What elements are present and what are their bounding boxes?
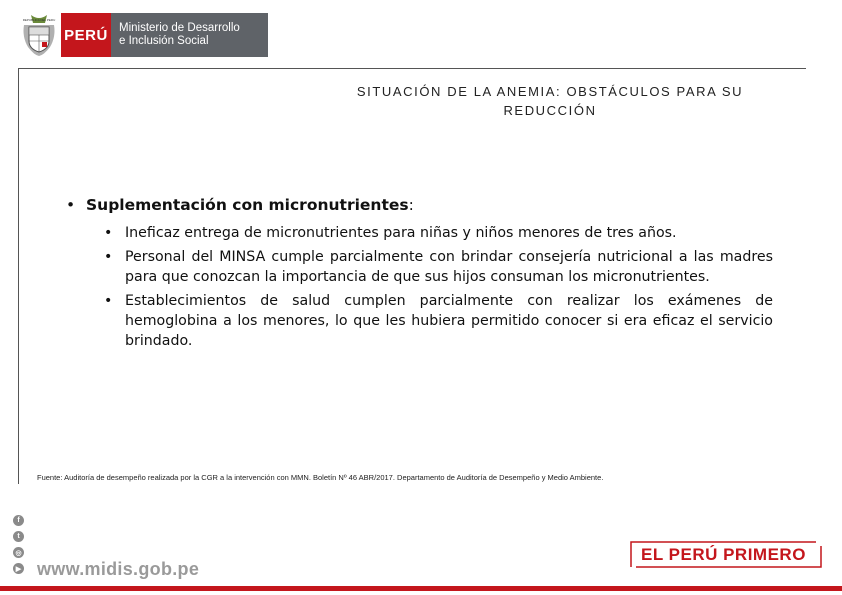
twitter-icon[interactable]: t [13, 531, 24, 542]
facebook-icon[interactable]: f [13, 515, 24, 526]
list-item [104, 223, 773, 243]
youtube-icon[interactable]: ▶ [13, 563, 24, 574]
list-item-text: Establecimientos de salud cumplen parcialmente con realizar los exámenes de hemoglobina a los menores, lo que les hubiera permitido conocer si era eficaz el servicio brindado. [125, 293, 773, 349]
slide-title [300, 82, 800, 120]
main-bullet [66, 196, 414, 214]
main-bullet-colon: : [408, 196, 414, 214]
instagram-icon[interactable]: ◎ [13, 547, 24, 558]
source-note: Fuente: Auditoría de desempeño realizada por la CGR a la intervención con MMN. Boletín Nº 46 ABR/2017. Departamento de Auditoría de Desempeño y Medio Ambiente. [37, 473, 604, 482]
footer-red-bar [0, 586, 842, 591]
bullet-dot: • [66, 196, 76, 214]
bullet-dot: • [104, 293, 113, 309]
ministry-name-line2: e Inclusión Social [119, 35, 209, 47]
ministry-name [111, 13, 268, 57]
peru-label: PERÚ [61, 13, 111, 57]
national-seal-icon [20, 13, 58, 57]
list-item [104, 291, 773, 351]
frame-top-line [18, 68, 806, 69]
sub-bullet-list [104, 223, 773, 355]
list-item [104, 247, 773, 287]
slide-title-line1: SITUACIÓN DE LA ANEMIA: OBSTÁCULOS PARA SU [356, 84, 744, 99]
frame-left-line [18, 68, 19, 484]
list-item-text: Personal del MINSA cumple parcialmente con brindar consejería nutricional a las madres para que conozcan la importancia de que sus hijos consuman los micronutrientes. [125, 249, 773, 285]
ministry-name-line1: Ministerio de Desarrollo [119, 22, 240, 34]
main-bullet-heading: Suplementación con micronutrientes [86, 196, 409, 214]
website-link[interactable]: www.midis.gob.pe [37, 559, 200, 579]
slide-title-line2: REDUCCIÓN [503, 103, 597, 118]
svg-text:REPUBLICA DEL PERU: REPUBLICA DEL PERU [22, 18, 56, 22]
ministry-logo [61, 13, 268, 57]
list-item-text: Ineficaz entrega de micronutrientes para niñas y niños menores de tres años. [125, 225, 677, 241]
bullet-dot: • [104, 225, 113, 241]
bullet-dot: • [104, 249, 113, 265]
slogan-text: EL PERÚ PRIMERO [641, 545, 806, 564]
